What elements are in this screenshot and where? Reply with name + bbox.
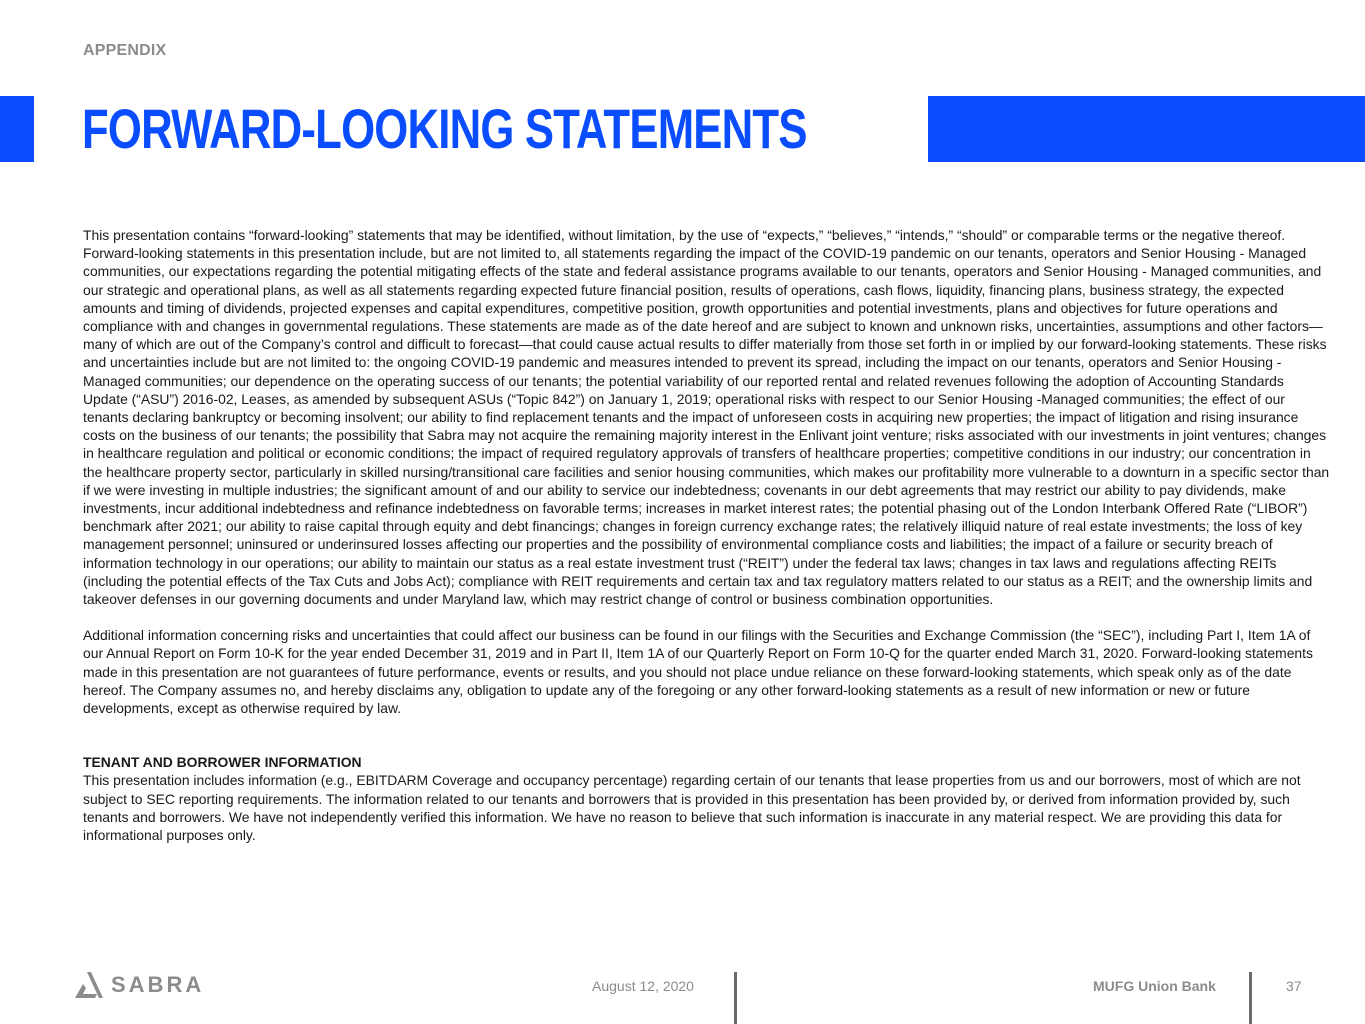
additional-info-paragraph: Additional information concerning risks and uncertainties that could affect our business can be found in our filings with the Securities and Exchange Commission (the “SEC”), including Part I, Item 1A of our Annual Report on Form 10-K for the year ended December 31, 2019 and in Part II, Item 1A of our Quarterly Report on Form 10-Q for the quarter ended March 31, 2020. Forward-looking statements made in this presentation are not guarantees of future performance, events or results, and you should not place undue reliance on these forward-looking statements, which speak only as of the date hereof. The Company assumes no, and hereby disclaims any, obligation to update any of the foregoing or any other forward-looking statements as a result of new information or new or future developments, except as otherwise required by law. <box>83 627 1313 717</box>
footer-divider <box>1249 972 1252 1024</box>
footer-partner: MUFG Union Bank <box>1093 978 1216 994</box>
sabra-logo-text: SABRA <box>111 972 205 997</box>
sabra-mark-icon <box>73 970 107 1000</box>
tenant-heading: TENANT AND BORROWER INFORMATION <box>83 754 362 771</box>
page-number: 37 <box>1286 978 1302 994</box>
accent-bar-right <box>928 96 1365 162</box>
accent-bar-left <box>0 96 34 162</box>
tenant-paragraph: This presentation includes information (e.g., EBITDARM Coverage and occupancy percentage) regarding certain of our tenants that lease properties from us and our borrowers, most of which are not subject to SEC reporting requirements. The information related to our tenants and borrowers that is provided in this presentation has been provided by, or derived from information provided by, such tenants and borrowers. We have not independently verified this information. We have no reason to believe that such information is inaccurate in any material respect. We are providing this data for informational purposes only. <box>83 772 1301 844</box>
sabra-logo <box>73 970 204 1000</box>
forward-looking-paragraph: This presentation contains “forward-looking” statements that may be identified, without limitation, by the use of “expects,” “believes,” “intends,” “should” or comparable terms or the negative thereof. Forward-looking statements in this presentation include, but are not limited to, all statements regarding the impact of the COVID-19 pandemic on our tenants, operators and Senior Housing - Managed communities, our expectations regarding the potential mitigating effects of the state and federal assistance programs available to our tenants, operators and Senior Housing - Managed communities, and our strategic and operational plans, as well as all statements regarding expected future financial position, results of operations, cash flows, liquidity, financing plans, business strategy, the expected amounts and timing of dividends, projected expenses and capital expenditures, competitive position, growth opportunities and potential investments, plans and objectives for future operations and compliance with and changes in governmental regulations. These statements are made as of the date hereof and are subject to known and unknown risks, uncertainties, assumptions and other factors—many of which are out of the Company’s control and difficult to forecast—that could cause actual results to differ materially from those set forth in or implied by our forward-looking statements. These risks and uncertainties include but are not limited to: the ongoing COVID-19 pandemic and measures intended to prevent its spread, including the impact on our tenants, operators and Senior Housing - Managed communities; our dependence on the operating success of our tenants; the potential variability of our reported rental and related revenues following the adoption of Accounting Standards Update (“ASU”) 2016-02, Leases, as amended by subsequent ASUs (“Topic 842”) on January 1, 2019; operational risks with respect to our Senior Housing -Managed communities; the effect of our tenants declaring bankruptcy or becoming insolvent; our ability to find replacement tenants and the impact of unforeseen costs in acquiring new properties; the impact of litigation and rising insurance costs on the business of our tenants; the possibility that Sabra may not acquire the remaining majority interest in the Enlivant joint venture; risks associated with our investments in joint ventures; changes in healthcare regulation and political or economic conditions; the impact of required regulatory approvals of transfers of healthcare properties; competitive conditions in our industry; our concentration in the healthcare property sector, particularly in skilled nursing/transitional care facilities and senior housing communities, which makes our profitability more vulnerable to a downturn in a specific sector than if we were investing in multiple industries; the significant amount of and our ability to service our indebtedness; covenants in our debt agreements that may restrict our ability to pay dividends, make investments, incur additional indebtedness and refinance indebtedness on favorable terms; increases in market interest rates; the potential phasing out of the London Interbank Offered Rate (“LIBOR”) benchmark after 2021; our ability to raise capital through equity and debt financings; changes in foreign currency exchange rates; the relatively illiquid nature of real estate investments; the loss of key management personnel; uninsured or underinsured losses affecting our properties and the possibility of environmental compliance costs and liabilities; the impact of a failure or security breach of information technology in our operations; our ability to maintain our status as a real estate investment trust (“REIT”) under the federal tax laws; changes in tax laws and regulations affecting REITs (including the potential effects of the Tax Cuts and Jobs Act); compliance with REIT requirements and certain tax and tax regulatory matters related to our status as a REIT; and the ownership limits and takeover defenses in our governing documents and under Maryland law, which may restrict change of control or business combination opportunities. <box>83 227 1330 608</box>
footer-date: August 12, 2020 <box>592 978 694 994</box>
section-label: APPENDIX <box>83 42 167 59</box>
footer-divider <box>734 972 737 1024</box>
body-content <box>83 226 1331 862</box>
page-title: FORWARD-LOOKING STATEMENTS <box>82 97 807 160</box>
